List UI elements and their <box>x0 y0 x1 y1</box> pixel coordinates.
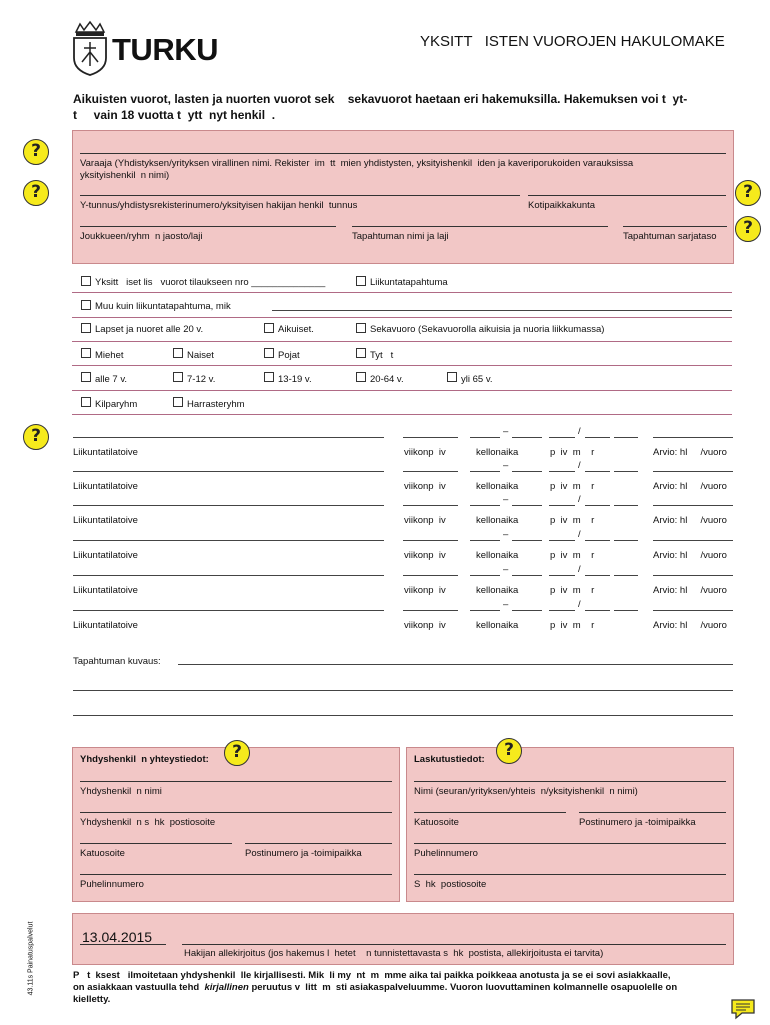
contact-katuosoite-label: Katuosoite <box>80 848 125 859</box>
footer-line-2b: kirjallinen <box>204 982 249 993</box>
kuvaus-input[interactable] <box>73 650 733 716</box>
kuvaus-label: Tapahtuman kuvaus: <box>73 656 161 667</box>
yksittaiset-checkbox[interactable] <box>81 276 91 286</box>
arvio-input[interactable] <box>653 493 733 505</box>
arvio-label: Arvio: hl /vuoro <box>653 585 727 596</box>
varaaja-label-2: yksityishenkil n nimi) <box>80 170 170 181</box>
varaaja-input[interactable] <box>80 140 726 154</box>
help-icon[interactable]: ? <box>735 216 761 242</box>
time-dash: – <box>503 494 509 505</box>
tapahtuma-label: Tapahtuman nimi ja laji <box>352 231 449 242</box>
alle7-checkbox[interactable] <box>81 372 91 382</box>
tila-input[interactable] <box>73 425 384 437</box>
contact-puhelin-input[interactable] <box>80 861 392 874</box>
help-icon[interactable]: ? <box>496 738 522 764</box>
billing-puhelin-label: Puhelinnumero <box>414 848 478 859</box>
footer-line-2 <box>73 982 677 993</box>
tila-input[interactable] <box>73 528 384 540</box>
kellonaika-label: kellonaika <box>476 515 519 526</box>
joukkue-label: Joukkueen/ryhm n jaosto/laji <box>80 231 203 242</box>
tytot-checkbox[interactable] <box>356 348 366 358</box>
tapahtuma-input[interactable] <box>352 213 608 227</box>
viikonpaiva-input[interactable] <box>403 563 458 575</box>
arvio-label: Arvio: hl /vuoro <box>653 620 727 631</box>
tila-label: Liikuntatilatoive <box>73 550 138 561</box>
tytot-label: Tyt t <box>370 350 394 361</box>
pvm-label: p iv m r <box>550 550 595 561</box>
billing-postinumero-label: Postinumero ja -toimipaikka <box>579 817 696 828</box>
pvm-label: p iv m r <box>550 515 595 526</box>
viikonpaiva-label: viikonp iv <box>404 515 446 526</box>
liikuntatapahtuma-checkbox[interactable] <box>356 276 366 286</box>
logo-text: TURKU <box>112 32 218 67</box>
viikonpaiva-input[interactable] <box>403 425 458 437</box>
arvio-label: Arvio: hl /vuoro <box>653 481 727 492</box>
pvm-label: p iv m r <box>550 585 595 596</box>
tila-label: Liikuntatilatoive <box>73 447 138 458</box>
contact-postinumero-label: Postinumero ja -toimipaikka <box>245 848 362 859</box>
billing-nimi-label: Nimi (seuran/yrityksen/yhteis n/yksityishenkil n nimi) <box>414 786 638 797</box>
ytunnus-input[interactable] <box>80 182 520 196</box>
side-code: 43.11s Painatuspalvelut <box>27 921 35 996</box>
viikonpaiva-label: viikonp iv <box>404 620 446 631</box>
miehet-label: Miehet <box>95 350 124 361</box>
help-icon[interactable]: ? <box>23 424 49 450</box>
time-dash: – <box>503 564 509 575</box>
tila-input[interactable] <box>73 598 384 610</box>
tila-input[interactable] <box>73 493 384 505</box>
date-slash: / <box>578 426 581 437</box>
contact-sposti-label: Yhdyshenkil n s hk postiosoite <box>80 817 216 828</box>
viikonpaiva-input[interactable] <box>403 493 458 505</box>
arvio-input[interactable] <box>653 598 733 610</box>
date-slash: / <box>578 460 581 471</box>
date-slash: / <box>578 599 581 610</box>
billing-katuosoite-input[interactable] <box>414 799 566 812</box>
billing-postinumero-input[interactable] <box>579 799 726 812</box>
turku-crest-icon <box>70 20 110 76</box>
pojat-checkbox[interactable] <box>264 348 274 358</box>
contact-puhelin-label: Puhelinnumero <box>80 879 144 890</box>
sarjataso-label: Tapahtuman sarjataso <box>623 231 717 242</box>
time-dash: – <box>503 460 509 471</box>
naiset-label: Naiset <box>187 350 214 361</box>
kellonaika-label: kellonaika <box>476 620 519 631</box>
v20-64-label: 20-64 v. <box>370 374 404 385</box>
viikonpaiva-label: viikonp iv <box>404 481 446 492</box>
footer-line-1: P t ksest ilmoitetaan yhdyshenkil lle kirjallisesti. Mik li my nt m mme aika tai paikka poikkeaa anotusta ja se ei sovi asiakkaalle, <box>73 970 671 981</box>
v7-12-label: 7-12 v. <box>187 374 216 385</box>
pvm-input[interactable] <box>549 459 638 471</box>
kellonaika-label: kellonaika <box>476 550 519 561</box>
contact-title: Yhdyshenkil n yhteystiedot: <box>80 754 209 765</box>
footer-line-2a: on asiakkaan vastuulla tehd <box>73 982 205 993</box>
pvm-input[interactable] <box>549 528 638 540</box>
arvio-label: Arvio: hl /vuoro <box>653 550 727 561</box>
pvm-input[interactable] <box>549 598 638 610</box>
chat-icon[interactable] <box>730 998 756 1020</box>
arvio-input[interactable] <box>653 563 733 575</box>
muu-checkbox[interactable] <box>81 300 91 310</box>
kellonaika-input[interactable] <box>470 459 542 471</box>
contact-nimi-input[interactable] <box>80 768 392 781</box>
kellonaika-input[interactable] <box>470 528 542 540</box>
help-icon[interactable]: ? <box>224 740 250 766</box>
billing-sposti-input[interactable] <box>414 861 726 874</box>
intro-line-2: t vain 18 vuotta t ytt nyt henkil . <box>73 108 276 122</box>
viikonpaiva-label: viikonp iv <box>404 550 446 561</box>
date-slash: / <box>578 529 581 540</box>
time-dash: – <box>503 529 509 540</box>
aikuiset-label: Aikuiset. <box>278 324 314 335</box>
intro-line-1: Aikuisten vuorot, lasten ja nuorten vuorot sek sekavuorot haetaan eri hakemuksilla. Hakemuksen voi t yt- <box>73 92 688 106</box>
yli65-checkbox[interactable] <box>447 372 457 382</box>
ytunnus-label: Y-tunnus/yhdistysrekisterinumero/yksityisen hakijan henkil tunnus <box>80 200 358 211</box>
arvio-label: Arvio: hl /vuoro <box>653 447 727 458</box>
v13-19-checkbox[interactable] <box>264 372 274 382</box>
billing-puhelin-input[interactable] <box>414 830 726 843</box>
arvio-input[interactable] <box>653 425 733 437</box>
signature-date[interactable]: 13.04.2015 <box>82 929 153 945</box>
pvm-input[interactable] <box>549 493 638 505</box>
kotipaikka-label: Kotipaikkakunta <box>528 200 596 211</box>
tila-input[interactable] <box>73 563 384 575</box>
contact-sposti-input[interactable] <box>80 799 392 812</box>
viikonpaiva-input[interactable] <box>403 459 458 471</box>
pojat-label: Pojat <box>278 350 300 361</box>
arvio-label: Arvio: hl /vuoro <box>653 515 727 526</box>
kellonaika-input[interactable] <box>470 563 542 575</box>
muu-input[interactable] <box>272 298 732 310</box>
billing-katuosoite-label: Katuosoite <box>414 817 459 828</box>
kilparyhma-label: Kilparyhm <box>95 399 138 410</box>
kellonaika-input[interactable] <box>470 598 542 610</box>
sarjataso-input[interactable] <box>623 213 727 227</box>
contact-nimi-label: Yhdyshenkil n nimi <box>80 786 162 797</box>
tila-label: Liikuntatilatoive <box>73 481 138 492</box>
kotipaikka-input[interactable] <box>528 182 726 196</box>
lapset-label: Lapset ja nuoret alle 20 v. <box>95 324 204 335</box>
varaaja-label: Varaaja (Yhdistyksen/yrityksen virallinen nimi. Rekister im tt mien yhdistysten, yksityishenkil iden ja kaveriporukoiden varauksissa <box>80 158 634 169</box>
viikonpaiva-input[interactable] <box>403 598 458 610</box>
footer-line-3: kielletty. <box>73 994 111 1005</box>
date-slash: / <box>578 564 581 575</box>
lapset-checkbox[interactable] <box>81 323 91 333</box>
viikonpaiva-label: viikonp iv <box>404 447 446 458</box>
tila-label: Liikuntatilatoive <box>73 620 138 631</box>
naiset-checkbox[interactable] <box>173 348 183 358</box>
arvio-input[interactable] <box>653 459 733 471</box>
joukkue-input[interactable] <box>80 213 336 227</box>
viikonpaiva-label: viikonp iv <box>404 585 446 596</box>
arvio-input[interactable] <box>653 528 733 540</box>
harrasteryhma-label: Harrasteryhm <box>187 399 245 410</box>
muu-label: Muu kuin liikuntatapahtuma, mik <box>95 301 231 312</box>
kellonaika-input[interactable] <box>470 425 542 437</box>
kellonaika-label: kellonaika <box>476 447 519 458</box>
pvm-input[interactable] <box>549 425 638 437</box>
pvm-label: p iv m r <box>550 447 595 458</box>
signature-label: Hakijan allekirjoitus (jos hakemus l hetet n tunnistettavasta s hk postista, allekirjoitusta ei tarvita) <box>184 948 604 959</box>
help-icon[interactable]: ? <box>735 180 761 206</box>
billing-nimi-input[interactable] <box>414 768 726 781</box>
pvm-label: p iv m r <box>550 481 595 492</box>
kellonaika-input[interactable] <box>470 493 542 505</box>
help-icon[interactable]: ? <box>23 180 49 206</box>
sekavuoro-label: Sekavuoro (Sekavuorolla aikuisia ja nuoria liikkumassa) <box>370 324 605 335</box>
kellonaika-label: kellonaika <box>476 481 519 492</box>
billing-sposti-label: S hk postiosoite <box>414 879 487 890</box>
contact-postinumero-input[interactable] <box>245 830 392 843</box>
tila-input[interactable] <box>73 459 384 471</box>
tila-label: Liikuntatilatoive <box>73 515 138 526</box>
pvm-input[interactable] <box>549 563 638 575</box>
footer-line-2c: peruutus v litt m sti asiakaspalveluumme. Vuoron luovuttaminen kolmannelle osapuolelle on <box>248 982 678 993</box>
yli65-label: yli 65 v. <box>461 374 493 385</box>
v7-12-checkbox[interactable] <box>173 372 183 382</box>
harrasteryhma-checkbox[interactable] <box>173 397 183 407</box>
time-dash: – <box>503 426 509 437</box>
aikuiset-checkbox[interactable] <box>264 323 274 333</box>
tila-label: Liikuntatilatoive <box>73 585 138 596</box>
v13-19-label: 13-19 v. <box>278 374 312 385</box>
yksittaiset-label: Yksitt iset lis vuorot tilaukseen nro ______________ <box>95 277 326 288</box>
miehet-checkbox[interactable] <box>81 348 91 358</box>
kellonaika-label: kellonaika <box>476 585 519 596</box>
v20-64-checkbox[interactable] <box>356 372 366 382</box>
kilparyhma-checkbox[interactable] <box>81 397 91 407</box>
viikonpaiva-input[interactable] <box>403 528 458 540</box>
liikuntatapahtuma-label: Liikuntatapahtuma <box>370 277 448 288</box>
pvm-label: p iv m r <box>550 620 595 631</box>
alle7-label: alle 7 v. <box>95 374 128 385</box>
contact-katuosoite-input[interactable] <box>80 830 232 843</box>
page-title: YKSITT ISTEN VUOROJEN HAKULOMAKE <box>420 33 725 50</box>
billing-title: Laskutustiedot: <box>414 754 485 765</box>
sekavuoro-checkbox[interactable] <box>356 323 366 333</box>
time-dash: – <box>503 599 509 610</box>
help-icon[interactable]: ? <box>23 139 49 165</box>
signature-input[interactable] <box>182 920 726 944</box>
date-slash: / <box>578 494 581 505</box>
